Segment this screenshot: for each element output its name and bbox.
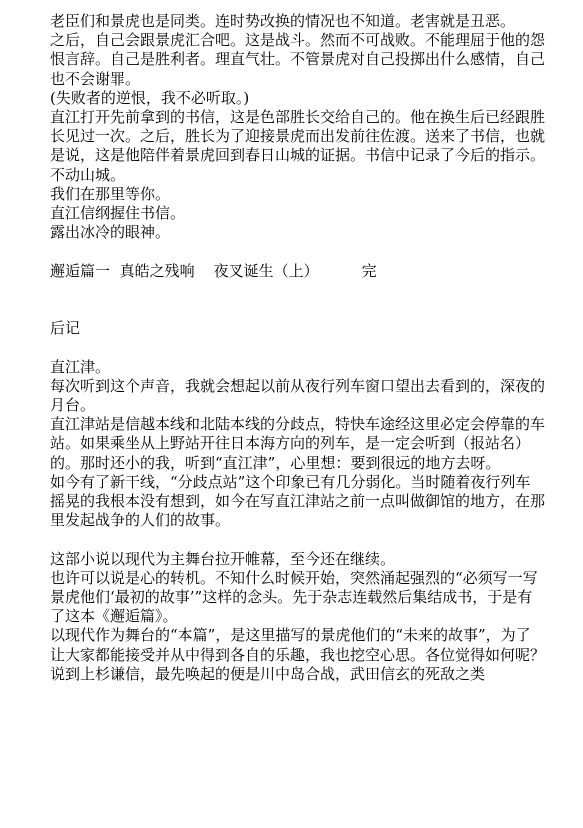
paragraph: 之后，自己会跟景虎汇合吧。这是战斗。然而不可战败。不能理屈于他的怨恨言辞。自己是胜利者。理直气壮。不管景虎对自己投掷出什么感情，自己也不会谢罪。 [50,31,546,88]
chapter-subtitle: 夜叉诞生（上） [213,261,319,280]
story-section [50,12,545,242]
paragraph: 直江津。 [50,357,111,376]
chapter-title: 真皓之残响 [119,261,195,280]
chapter-end-line [50,262,545,281]
chapter-end-mark: 完 [361,261,377,280]
paragraph: 以现代作为舞台的“本篇”，是这里描写的景虎他们的“未来的故事”，为了让大家都能接受并从中得到各自的乐趣，我也挖空心思。各位觉得如何呢？ [50,626,546,664]
paragraph: 也许可以说是心的转机。不知什么时候开始，突然涌起强烈的“必须写一写景虎他们‘最初的故事’”这样的念头。先于杂志连载然后集结成书，于是有了这本《邂逅篇》。 [50,568,538,626]
paragraph: 直江打开先前拿到的书信，这是色部胜长交给自己的。他在换生后已经跟胜长见过一次。之后，胜长为了迎接景虎而出发前往佐渡。送来了书信，也就是说，这是他陪伴着景虎回到春日山城的证据。书信中记录了今后的指示。 [50,108,546,165]
afterword-section-b [50,550,545,684]
paragraph: 我们在那里等你。 [50,184,171,203]
paragraph: 老臣们和景虎也是同类。连时势改换的情况也不知道。老害就是丑恶。 [50,12,516,30]
paragraph: 不动山城。 [50,165,126,184]
blank-line [50,281,545,319]
chapter-series: 邂逅篇一 [50,261,111,280]
paragraph: 如今有了新干线，“分歧点站”这个印象已有几分弱化。当时随着夜行列车摇晃的我根本没有想到，如今在写直江津站之前一点叫做御馆的地方，在那里发起战争的人们的故事。 [50,472,546,530]
paragraph: 露出冰冷的眼神。 [50,223,171,242]
paragraph: 直江信纲握住书信。 [50,204,186,223]
paragraph: 直江津站是信越本线和北陆本线的分歧点，特快车途经这里必定会停靠的车站。如果乘坐从上野站开往日本海方向的列车，是一定会听到（报站名）的。那时还小的我，听到“直江津”，心里想：要到很远的地方去呀。 [50,415,546,472]
blank-line [50,530,545,549]
paragraph: (失败者的逆恨，我不必听取。) [50,88,250,107]
paragraph: 说到上杉谦信，最先唤起的便是川中岛合战，武田信玄的死敌之类 [50,664,486,683]
paragraph: 每次听到这个声音，我就会想起以前从夜行列车窗口望出去看到的，深夜的月台。 [50,376,546,415]
blank-line [50,242,545,261]
afterword-section-a [50,358,545,531]
document-page [50,12,545,684]
paragraph: 这部小说以现代为主舞台拉开帷幕，至今还在继续。 [50,549,396,568]
afterword-heading: 后记 [50,319,81,338]
blank-line [50,338,545,357]
